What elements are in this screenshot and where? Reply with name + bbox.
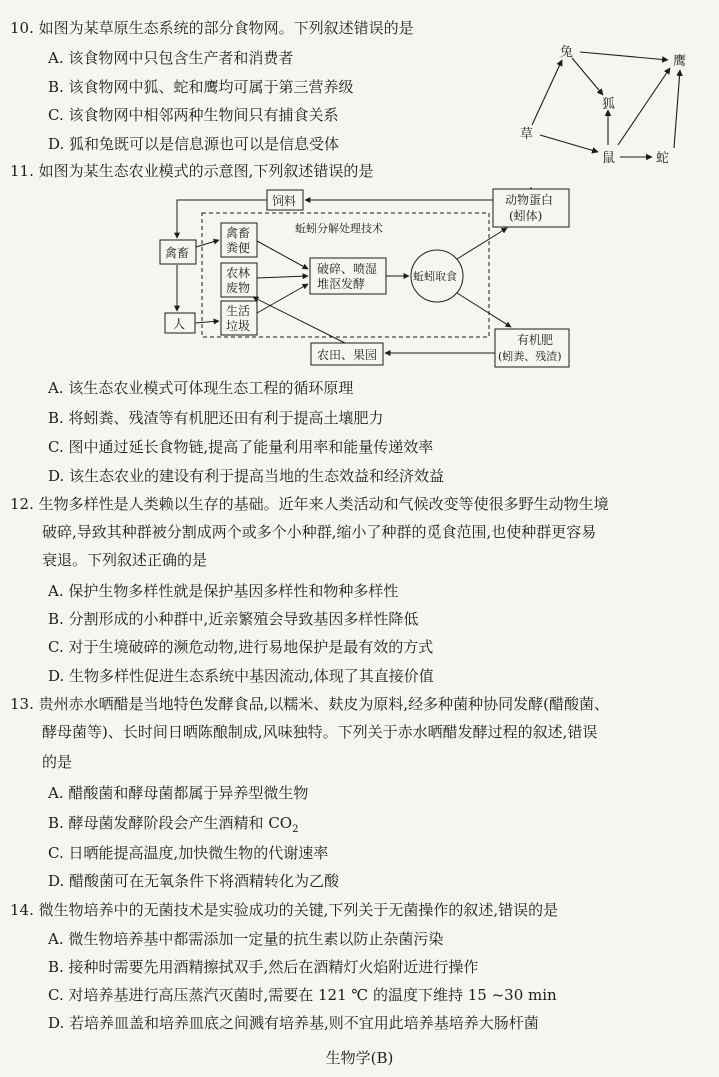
- arrow-forest-process: [257, 276, 308, 278]
- q12-option-c: C. 对于生境破碎的濒危动物,进行易地保护是最有效的方式: [48, 638, 434, 656]
- node-fox: 狐: [602, 97, 616, 112]
- q10-option-c: C. 该食物网中相邻两种生物间只有捕食关系: [48, 106, 339, 124]
- livestock-label: 禽畜: [165, 246, 190, 260]
- q12-option-a: A. 保护生物多样性就是保护基因多样性和物种多样性: [48, 582, 399, 600]
- q12-stem-line-3: 衰退。下列叙述正确的是: [42, 551, 208, 569]
- farmland-label: 农田、果园: [317, 348, 378, 362]
- feed-label: 饲料: [272, 194, 297, 208]
- q13-stem-line-2: 酵母菌等)、长时间日晒陈酿制成,风味独特。下列关于赤水晒醋发酵过程的叙述,错误: [42, 723, 598, 741]
- q13-option-a: A. 醋酸菌和酵母菌都属于异养型微生物: [48, 784, 309, 802]
- manure-label-2: 粪便: [226, 241, 251, 255]
- protein-label-2: (蚓体): [509, 209, 543, 223]
- q14-option-b: B. 接种时需要先用酒精擦拭双手,然后在酒精灯火焰附近进行操作: [48, 958, 479, 976]
- q13-stem-line-3: 的是: [42, 753, 73, 771]
- fertilizer-label-2: (蚓粪、残渣): [498, 350, 562, 363]
- arrow-feed-livestock: [177, 200, 267, 238]
- q11-eco-agriculture-diagram: [155, 183, 595, 373]
- arrow-person-living: [195, 321, 219, 323]
- arrow-mouse-eagle: [618, 68, 670, 145]
- forest-label-1: 农林: [226, 266, 251, 280]
- q13-option-c: C. 日晒能提高温度,加快微生物的代谢速率: [48, 844, 329, 862]
- arrow-livestock-manure: [196, 240, 219, 247]
- fertilizer-label-1: 有机肥: [517, 333, 554, 347]
- arrow-earthworm-protein: [457, 228, 507, 259]
- q10-option-b: B. 该食物网中狐、蛇和鹰均可属于第三营养级: [48, 78, 354, 96]
- node-mouse: 鼠: [602, 151, 616, 166]
- q11-option-b: B. 将蚓粪、残渣等有机肥还田有利于提高土壤肥力: [48, 409, 384, 427]
- node-grass: 草: [520, 127, 534, 142]
- q13-stem-line-1: 13. 贵州赤水晒醋是当地特色发酵食品,以糯米、麸皮为原料,经多种菌种协同发酵(醋酸菌、: [10, 695, 610, 713]
- arrow-manure-process: [257, 241, 308, 269]
- q12-option-b: B. 分割形成的小种群中,近亲繁殖会导致基因多样性降低: [48, 610, 419, 628]
- arrow-grass-mouse: [540, 135, 598, 152]
- arrow-earthworm-fertilizer: [457, 293, 511, 327]
- q10-option-d: D. 狐和兔既可以是信息源也可以是信息受体: [48, 135, 340, 153]
- q10-food-web: [510, 30, 710, 190]
- living-label-2: 垃圾: [226, 319, 251, 333]
- q12-stem-line-1: 12. 生物多样性是人类赖以生存的基础。近年来人类活动和气候改变等使很多野生动物生境: [10, 495, 609, 513]
- arrow-farmland-forest: [253, 297, 345, 343]
- node-rabbit: 兔: [560, 45, 574, 60]
- forest-label-2: 废物: [226, 281, 251, 295]
- living-label-1: 生活: [226, 304, 251, 318]
- q10-option-a: A. 该食物网中只包含生产者和消费者: [48, 49, 294, 67]
- arrow-rabbit-fox: [572, 58, 603, 95]
- earthworm-label: 蚯蚓取食: [413, 270, 457, 283]
- q11-option-c: C. 图中通过延长食物链,提高了能量利用率和能量传递效率: [48, 438, 434, 456]
- tech-label: 蚯蚓分解处理技术: [295, 222, 383, 235]
- q14-stem: 14. 微生物培养中的无菌技术是实验成功的关键,下列关于无菌操作的叙述,错误的是: [10, 901, 559, 919]
- protein-label-1: 动物蛋白: [505, 193, 554, 207]
- q14-option-c: C. 对培养基进行高压蒸汽灭菌时,需要在 121 ℃ 的温度下维持 15 ~30 min: [48, 986, 557, 1004]
- node-eagle: 鹰: [673, 54, 687, 69]
- q13-option-b: [48, 813, 298, 840]
- q13-option-d: D. 醋酸菌可在无氧条件下将酒精转化为乙酸: [48, 872, 340, 890]
- q13-option-b-text: B. 酵母菌发酵阶段会产生酒精和 CO: [48, 814, 293, 832]
- q11-option-a: A. 该生态农业模式可体现生态工程的循环原理: [48, 379, 354, 397]
- page-footer: 生物学(B): [325, 1049, 394, 1067]
- arrow-rabbit-eagle: [580, 52, 668, 60]
- process-label-2: 堆沤发酵: [317, 277, 366, 291]
- person-label: 人: [173, 317, 186, 331]
- node-snake: 蛇: [656, 151, 670, 166]
- manure-label-1: 禽畜: [226, 226, 251, 240]
- q12-option-d: D. 生物多样性促进生态系统中基因流动,体现了其直接价值: [48, 667, 434, 685]
- q14-option-d: D. 若培养皿盖和培养皿底之间溅有培养基,则不宜用此培养基培养大肠杆菌: [48, 1014, 539, 1032]
- q11-option-d: D. 该生态农业的建设有利于提高当地的生态效益和经济效益: [48, 467, 445, 485]
- q14-option-a: A. 微生物培养基中都需添加一定量的抗生素以防止杂菌污染: [48, 930, 444, 948]
- q12-stem-line-2: 破碎,导致其种群被分割成两个或多个小种群,缩小了种群的觅食范围,也使种群更容易: [42, 523, 597, 541]
- q10-stem: 10. 如图为某草原生态系统的部分食物网。下列叙述错误的是: [10, 19, 414, 37]
- arrow-living-process: [257, 284, 308, 313]
- arrow-grass-rabbit: [532, 60, 562, 125]
- arrow-snake-eagle: [674, 70, 680, 148]
- co2-subscript: 2: [292, 824, 299, 835]
- q11-stem: 11. 如图为某生态农业模式的示意图,下列叙述错误的是: [10, 162, 374, 180]
- process-label-1: 破碎、喷湿: [317, 262, 378, 276]
